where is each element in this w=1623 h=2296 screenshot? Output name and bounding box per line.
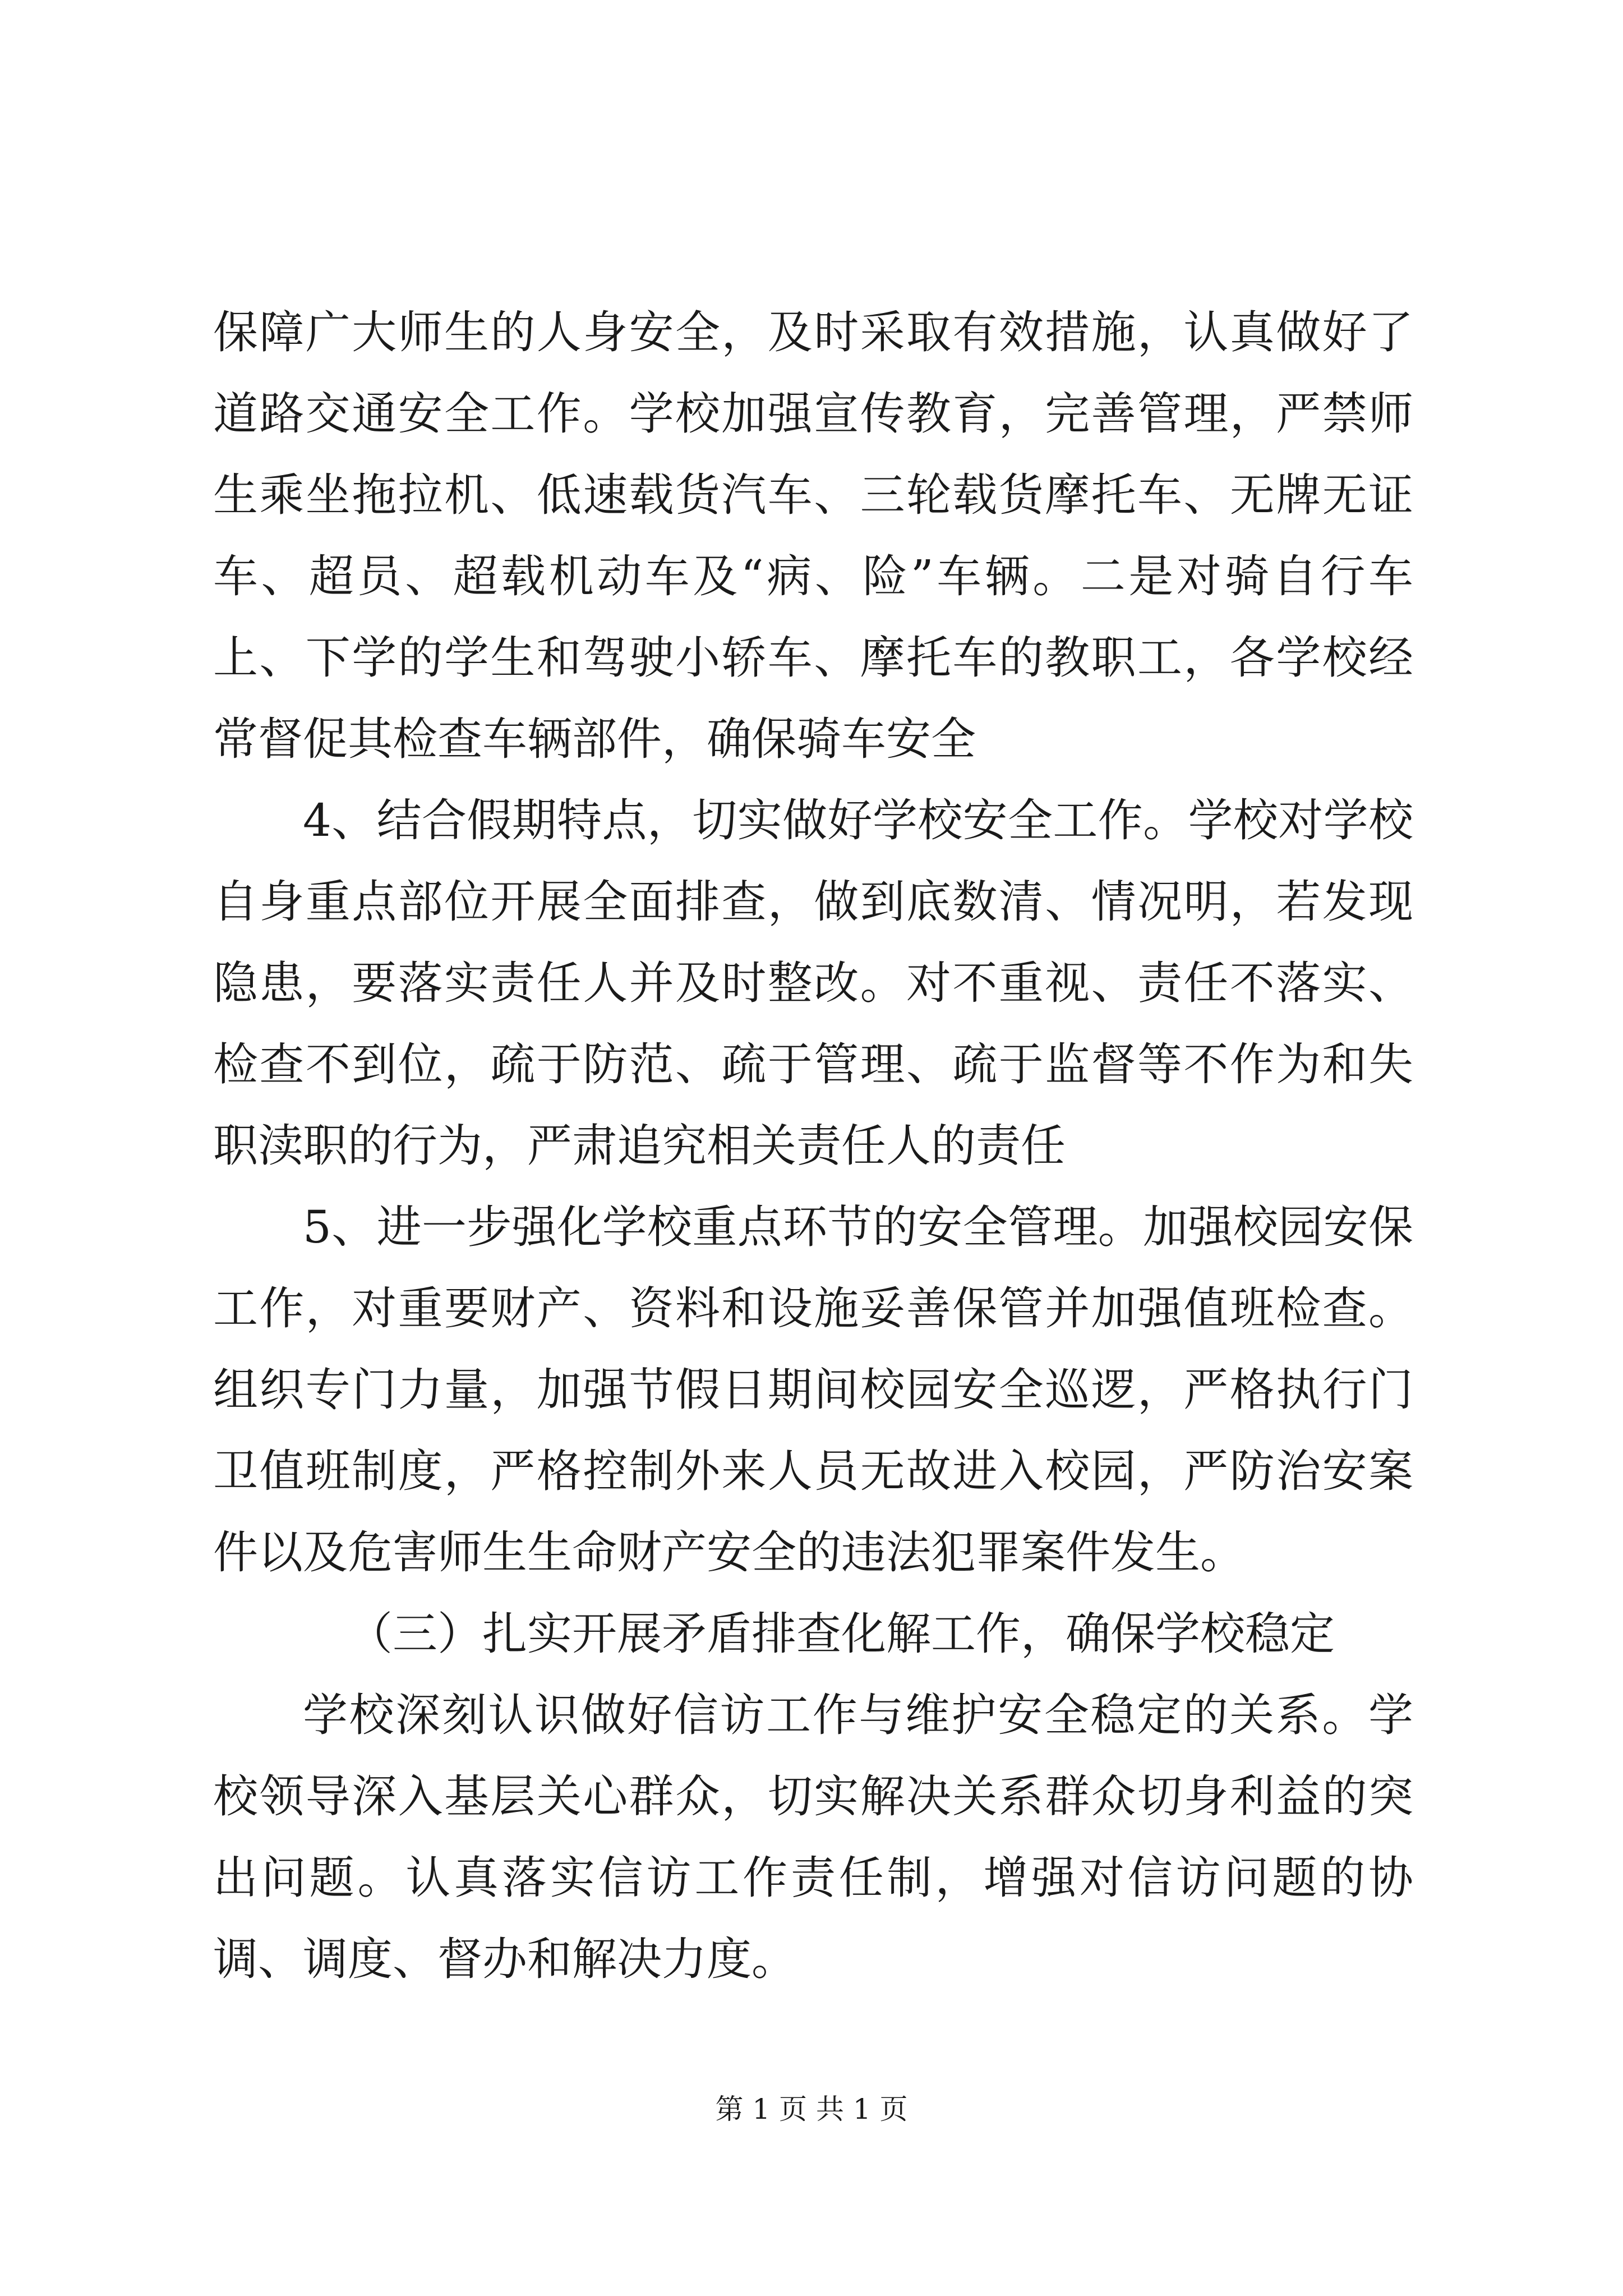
paragraph-petition-work: 学校深刻认识做好信访工作与维护安全稳定的关系。学校领导深入基层关心群众，切实解决关系群众切身利益的突出问题。认真落实信访工作责任制，增强对信访问题的协调、调度、督办和解决力度。 xyxy=(213,1689,1413,1985)
section-heading-stability: （三）扎实开展矛盾排查化解工作，确保学校稳定 xyxy=(348,1608,1335,1660)
page-footer: 第 1 页 共 1 页 xyxy=(715,2093,908,2125)
document-body xyxy=(213,292,1413,2000)
paragraph-road-safety: 保障广大师生的人身安全，及时采取有效措施，认真做好了道路交通安全工作。学校加强宣传教育，完善管理，严禁师生乘坐拖拉机、低速载货汽车、三轮载货摩托车、无牌无证车、超员、超载机动车及“病、险”车辆。二是对骑自行车上、下学的学生和驾驶小轿车、摩托车的教职工，各学校经常督促其检查车辆部件，确保骑车安全 xyxy=(213,306,1413,765)
paragraph-holiday-safety: 4、结合假期特点，切实做好学校安全工作。学校对学校自身重点部位开展全面排查，做到底数清、情况明，若发现隐患，要落实责任人并及时整改。对不重视、责任不落实、检查不到位，疏于防范、疏于管理、疏于监督等不作为和失职渎职的行为，严肃追究相关责任人的责任 xyxy=(213,794,1413,1172)
paragraph-campus-security: 5、进一步强化学校重点环节的安全管理。加强校园安保工作，对重要财产、资料和设施妥善保管并加强值班检查。组织专门力量，加强节假日期间校园安全巡逻，严格执行门卫值班制度，严格控制外来人员无故进入校园，严防治安案件以及危害师生生命财产安全的违法犯罪案件发生。 xyxy=(213,1201,1413,1579)
